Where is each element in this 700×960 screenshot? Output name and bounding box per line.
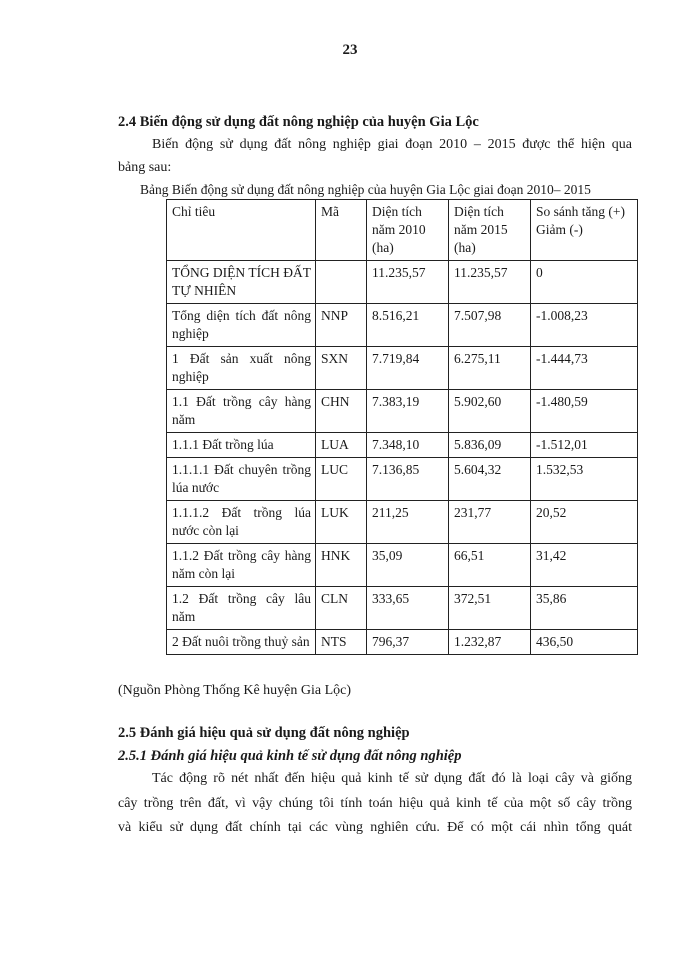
header-comparison: So sánh tăng (+) Giảm (-) <box>531 200 638 261</box>
cell-area-2015: 5.604,32 <box>449 458 531 501</box>
table-row <box>167 347 638 390</box>
intro-text-line-2: bảng sau: <box>118 160 172 175</box>
cell-code: SXN <box>316 347 367 390</box>
cell-indicator: 1.1 Đất trồng cây hàng năm <box>167 390 316 433</box>
table-row <box>167 544 638 587</box>
table-row <box>167 458 638 501</box>
cell-indicator: 1.1.2 Đất trồng cây hàng năm còn lại <box>167 544 316 587</box>
table-header-row <box>167 200 638 261</box>
cell-area-2015: 5.902,60 <box>449 390 531 433</box>
header-code: Mã <box>316 200 367 261</box>
cell-area-2010: 333,65 <box>367 587 449 630</box>
cell-area-2010: 11.235,57 <box>367 261 449 304</box>
table-row <box>167 433 638 458</box>
cell-indicator: Tổng diện tích đất nông nghiệp <box>167 304 316 347</box>
cell-indicator: 1.2 Đất trồng cây lâu năm <box>167 587 316 630</box>
cell-area-2010: 796,37 <box>367 630 449 655</box>
cell-area-2010: 8.516,21 <box>367 304 449 347</box>
paragraph-line: Tác động rõ nét nhất đến hiệu quả kinh tế sử dụng đất đó là loại cây và giống <box>152 771 632 786</box>
cell-change: -1.444,73 <box>531 347 638 390</box>
cell-area-2015: 1.232,87 <box>449 630 531 655</box>
intro-text-line-1: Biến động sử dụng đất nông nghiệp giai đoạn 2010 – 2015 được thể hiện qua <box>152 137 632 152</box>
table-row <box>167 630 638 655</box>
section-heading-2-4: 2.4 Biến động sử dụng đất nông nghiệp của huyện Gia Lộc <box>118 114 479 130</box>
cell-code: LUA <box>316 433 367 458</box>
table-row <box>167 587 638 630</box>
cell-area-2010: 35,09 <box>367 544 449 587</box>
table-row <box>167 261 638 304</box>
cell-area-2010: 7.136,85 <box>367 458 449 501</box>
table-caption: Bảng Biến động sử dụng đất nông nghiệp của huyện Gia Lộc giai đoạn 2010– 2015 <box>140 182 591 197</box>
cell-area-2010: 7.719,84 <box>367 347 449 390</box>
cell-area-2015: 66,51 <box>449 544 531 587</box>
cell-change: 0 <box>531 261 638 304</box>
cell-area-2015: 7.507,98 <box>449 304 531 347</box>
cell-code: NTS <box>316 630 367 655</box>
header-area-2010: Diện tích năm 2010 (ha) <box>367 200 449 261</box>
paragraph-line: cây trồng trên đất, vì vậy chúng tôi tính toán hiệu quả kinh tế của một số cây trồng <box>118 795 632 811</box>
cell-indicator: 1.1.1.2 Đất trồng lúa nước còn lại <box>167 501 316 544</box>
cell-area-2010: 211,25 <box>367 501 449 544</box>
page-number: 23 <box>342 42 358 58</box>
subsection-heading-2-5-1: 2.5.1 Đánh giá hiệu quả kinh tế sử dụng đất nông nghiệp <box>118 748 462 764</box>
header-indicator: Chỉ tiêu <box>167 200 316 261</box>
header-area-2015: Diện tích năm 2015 (ha) <box>449 200 531 261</box>
cell-code: HNK <box>316 544 367 587</box>
cell-area-2015: 5.836,09 <box>449 433 531 458</box>
cell-indicator: 1.1.1.1 Đất chuyên trồng lúa nước <box>167 458 316 501</box>
body-paragraph <box>118 767 632 841</box>
cell-code: LUK <box>316 501 367 544</box>
cell-change: 31,42 <box>531 544 638 587</box>
cell-area-2015: 231,77 <box>449 501 531 544</box>
cell-code: NNP <box>316 304 367 347</box>
cell-area-2015: 11.235,57 <box>449 261 531 304</box>
cell-indicator: 2 Đất nuôi trồng thuỷ sản <box>167 630 316 655</box>
cell-change: 20,52 <box>531 501 638 544</box>
cell-code <box>316 261 367 304</box>
cell-area-2010: 7.383,19 <box>367 390 449 433</box>
cell-area-2015: 6.275,11 <box>449 347 531 390</box>
section-heading-2-5: 2.5 Đánh giá hiệu quả sử dụng đất nông nghiệp <box>118 725 410 741</box>
cell-indicator: 1 Đất sản xuất nông nghiệp <box>167 347 316 390</box>
cell-change: 1.532,53 <box>531 458 638 501</box>
cell-area-2015: 372,51 <box>449 587 531 630</box>
land-use-change-table <box>166 199 638 655</box>
table-row <box>167 390 638 433</box>
cell-change: 436,50 <box>531 630 638 655</box>
cell-code: CHN <box>316 390 367 433</box>
cell-code: LUC <box>316 458 367 501</box>
cell-area-2010: 7.348,10 <box>367 433 449 458</box>
cell-code: CLN <box>316 587 367 630</box>
table-row <box>167 501 638 544</box>
cell-indicator: 1.1.1 Đất trồng lúa <box>167 433 316 458</box>
cell-indicator: TỔNG DIỆN TÍCH ĐẤT TỰ NHIÊN <box>167 261 316 304</box>
table-row <box>167 304 638 347</box>
cell-change: -1.008,23 <box>531 304 638 347</box>
cell-change: -1.480,59 <box>531 390 638 433</box>
source-note: (Nguồn Phòng Thống Kê huyện Gia Lộc) <box>118 683 352 698</box>
paragraph-line: và kiểu sử dụng đất chính tại các vùng nghiên cứu. Để có một cái nhìn tổng quát <box>118 820 632 835</box>
cell-change: -1.512,01 <box>531 433 638 458</box>
cell-change: 35,86 <box>531 587 638 630</box>
